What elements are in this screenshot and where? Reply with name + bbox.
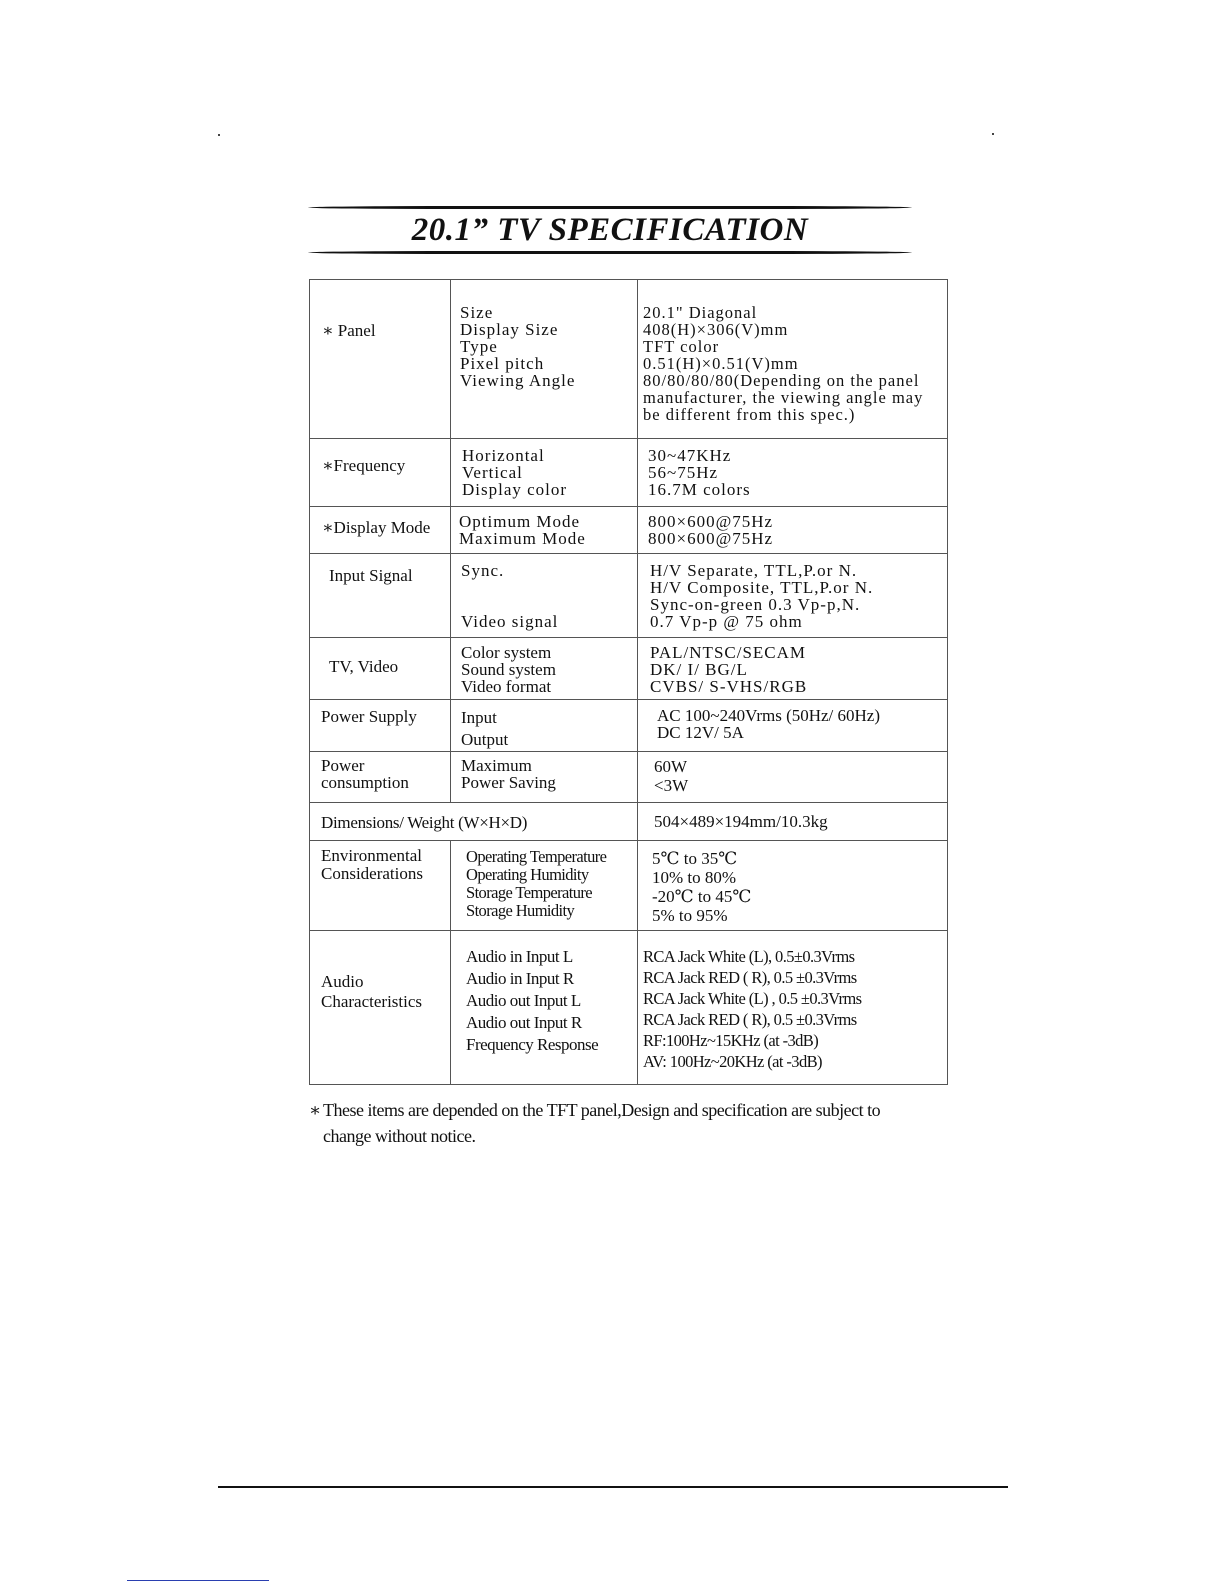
table-row [310, 752, 948, 803]
category-cell [310, 700, 451, 752]
category-label: Dimensions/ Weight (W×H×D) [321, 813, 528, 832]
param-label: Audio out Input R [466, 1013, 582, 1032]
param-label: Power Saving [461, 773, 556, 792]
category-cell [310, 803, 638, 841]
param-label: Video signal [461, 612, 559, 631]
category-label: ∗Display Mode [322, 518, 431, 537]
value-text: RCA Jack White (L), 0.5±0.3Vrms [643, 947, 855, 966]
table-row [310, 638, 948, 700]
value-cell [638, 638, 948, 700]
value-text: 60W [654, 757, 688, 776]
value-cell [638, 700, 948, 752]
corner-mark-right [992, 133, 994, 135]
value-text: RCA Jack White (L) , 0.5 ±0.3Vrms [643, 989, 862, 1008]
value-text: 20.1" Diagonal [643, 303, 758, 322]
category-label: ∗ Panel [322, 321, 376, 340]
param-label: Maximum Mode [459, 529, 586, 548]
category-cell [310, 507, 451, 554]
value-text: 0.51(H)×0.51(V)mm [643, 354, 799, 373]
param-label: Horizontal [462, 446, 545, 465]
category-label: Power Supply [321, 707, 417, 726]
value-text: RCA Jack RED ( R), 0.5 ±0.3Vrms [643, 1010, 857, 1029]
value-text: 408(H)×306(V)mm [643, 320, 789, 339]
category-cell [310, 931, 451, 1085]
table-row [310, 507, 948, 554]
param-label: Output [461, 730, 509, 749]
value-cell [638, 280, 948, 439]
param-label: Audio out Input L [466, 991, 581, 1010]
value-text: AC 100~240Vrms (50Hz/ 60Hz) [657, 706, 881, 725]
param-label [461, 596, 637, 613]
title-rule-top [308, 206, 912, 209]
param-cell [451, 841, 638, 931]
value-text: -20℃ to 45℃ [652, 887, 752, 906]
param-cell [451, 554, 638, 638]
param-label: Type [460, 337, 498, 356]
value-text: 0.7 Vp-p @ 75 ohm [650, 612, 803, 631]
param-label: Optimum Mode [459, 512, 581, 531]
value-text: Sync-on-green 0.3 Vp-p,N. [650, 595, 861, 614]
footnote-text: These items are depended on the TFT panel,Design and specification are subject to change without notice. [323, 1100, 881, 1146]
category-label: consumption [321, 773, 409, 792]
param-label: Maximum [461, 756, 532, 775]
category-label: Considerations [321, 864, 423, 883]
param-label: Frequency Response [466, 1035, 599, 1054]
value-text: be different from this spec.) [643, 405, 856, 424]
param-label: Operating Temperature [466, 847, 607, 866]
param-cell [451, 439, 638, 507]
category-label: TV, Video [329, 657, 399, 676]
value-text: 504×489×194mm/10.3kg [654, 812, 828, 831]
table-row [310, 803, 948, 841]
category-cell [310, 554, 451, 638]
param-cell [451, 700, 638, 752]
value-cell [638, 841, 948, 931]
value-text: DC 12V/ 5A [657, 723, 744, 742]
value-text: 10% to 80% [652, 868, 737, 887]
value-cell [638, 507, 948, 554]
value-text: 16.7M colors [648, 480, 751, 499]
category-label: Audio [321, 972, 364, 991]
table-row [310, 841, 948, 931]
category-label: ∗Frequency [322, 456, 406, 475]
param-cell [451, 638, 638, 700]
param-label: Color system [461, 643, 552, 662]
category-cell [310, 439, 451, 507]
param-cell [451, 752, 638, 803]
value-cell [638, 439, 948, 507]
param-label: Operating Humidity [466, 865, 589, 884]
param-label: Pixel pitch [460, 354, 545, 373]
value-cell [638, 803, 948, 841]
param-label: Audio in Input L [466, 947, 573, 966]
param-label: Display Size [460, 320, 559, 339]
param-cell [451, 507, 638, 554]
param-label: Storage Humidity [466, 901, 575, 920]
footer-link-underline [127, 1580, 269, 1581]
footnote-star: ∗ [309, 1100, 322, 1120]
param-label: Input [461, 708, 497, 727]
category-label: Input Signal [329, 566, 413, 585]
value-text: RCA Jack RED ( R), 0.5 ±0.3Vrms [643, 968, 857, 987]
value-text: 800×600@75Hz [648, 529, 774, 548]
corner-mark-left [218, 134, 220, 136]
category-label: Environmental [321, 846, 423, 865]
value-text: 5℃ to 35℃ [652, 849, 738, 868]
page-title: 20.1” TV SPECIFICATION [411, 212, 809, 248]
param-label: Size [460, 303, 494, 322]
title-rule-bottom [308, 251, 912, 254]
value-text: AV: 100Hz~20KHz (at -3dB) [643, 1052, 822, 1071]
value-text: H/V Separate, TTL,P.or N. [650, 561, 858, 580]
value-cell [638, 554, 948, 638]
param-label: Audio in Input R [466, 969, 574, 988]
value-cell [638, 931, 948, 1085]
footer-rule [218, 1486, 1008, 1488]
param-label: Vertical [462, 463, 523, 482]
value-text: DK/ I/ BG/L [650, 660, 748, 679]
value-text: 80/80/80/80(Depending on the panel [643, 371, 920, 390]
value-text: <3W [654, 776, 689, 795]
value-text: manufacturer, the viewing angle may [643, 388, 924, 407]
category-cell [310, 638, 451, 700]
value-text: 5% to 95% [652, 906, 728, 925]
value-text: PAL/NTSC/SECAM [650, 643, 807, 662]
value-text: 30~47KHz [648, 446, 732, 465]
title-banner [308, 204, 912, 256]
category-label: Characteristics [321, 992, 423, 1011]
table-row [310, 439, 948, 507]
param-label: Viewing Angle [460, 371, 576, 390]
value-text: 800×600@75Hz [648, 512, 774, 531]
param-label: Display color [462, 480, 568, 499]
value-cell [638, 752, 948, 803]
category-cell [310, 841, 451, 931]
category-cell [310, 280, 451, 439]
category-label: Power [321, 756, 365, 775]
value-text: RF:100Hz~15KHz (at -3dB) [643, 1031, 819, 1050]
param-label: Sound system [461, 660, 556, 679]
footnote [309, 1097, 949, 1149]
param-label: Video format [461, 677, 552, 696]
table-row [310, 554, 948, 638]
param-cell [451, 931, 638, 1085]
table-row [310, 931, 948, 1085]
value-text: CVBS/ S-VHS/RGB [650, 677, 808, 696]
param-label: Storage Temperature [466, 883, 592, 902]
table-row [310, 700, 948, 752]
category-cell [310, 752, 451, 803]
value-text: H/V Composite, TTL,P.or N. [650, 578, 874, 597]
value-text: 56~75Hz [648, 463, 719, 482]
spec-table [309, 279, 948, 1085]
param-label: Sync. [461, 561, 505, 580]
param-label [461, 579, 637, 596]
value-text: TFT color [643, 337, 720, 356]
param-cell [451, 280, 638, 439]
table-row [310, 280, 948, 439]
